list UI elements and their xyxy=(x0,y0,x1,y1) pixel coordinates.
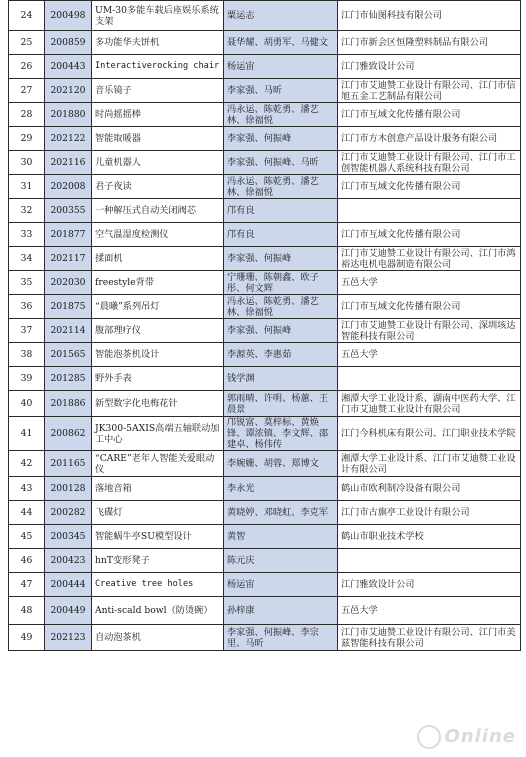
row-number-cell: 24 xyxy=(9,1,45,31)
author-cell: 李家强、何振峰、李宗里、马昕 xyxy=(224,625,338,651)
table-row xyxy=(9,391,521,417)
table-row xyxy=(9,367,521,391)
author-cell: 粟运志 xyxy=(224,1,338,31)
table-row xyxy=(9,417,521,451)
work-title-cell: UM-30多能车载后座娱乐系统支架 xyxy=(92,1,224,31)
author-cell: 冯永运、陈乾勇、潘艺林、徐福悦 xyxy=(224,295,338,319)
work-title-cell: 多功能华夫饼机 xyxy=(92,31,224,55)
entry-id-cell: 201565 xyxy=(45,343,92,367)
entry-id-cell: 202030 xyxy=(45,271,92,295)
author-cell: 李家强、何振峰 xyxy=(224,127,338,151)
table-row xyxy=(9,525,521,549)
row-number-cell: 30 xyxy=(9,151,45,175)
organization-cell: 五邑大学 xyxy=(338,271,521,295)
author-cell: 李家强、何振峰 xyxy=(224,319,338,343)
row-number-cell: 35 xyxy=(9,271,45,295)
work-title-cell: 新型数字化电梅花针 xyxy=(92,391,224,417)
author-cell: 聂华耀、胡勇军、马健文 xyxy=(224,31,338,55)
author-cell: 钱学渊 xyxy=(224,367,338,391)
table-row xyxy=(9,247,521,271)
organization-cell: 江门市艾迪赞工业设计有限公司、江门市工创智能机器人系统科技有限公司 xyxy=(338,151,521,175)
author-cell: 杨运宙 xyxy=(224,55,338,79)
author-cell: 李婉姗、胡蓉、郑博文 xyxy=(224,451,338,477)
row-number-cell: 45 xyxy=(9,525,45,549)
table-row xyxy=(9,451,521,477)
organization-cell: 江门市互域文化传播有限公司 xyxy=(338,175,521,199)
organization-cell: 江门雅致设计公司 xyxy=(338,55,521,79)
author-cell: 冯永运、陈乾勇、潘艺林、徐福悦 xyxy=(224,103,338,127)
row-number-cell: 38 xyxy=(9,343,45,367)
entry-id-cell: 201877 xyxy=(45,223,92,247)
table-row xyxy=(9,597,521,625)
work-title-cell: Anti-scald bowl（防烫碗） xyxy=(92,597,224,625)
row-number-cell: 46 xyxy=(9,549,45,573)
organization-cell: 五邑大学 xyxy=(338,343,521,367)
organization-cell: 江门雅致设计公司 xyxy=(338,573,521,597)
row-number-cell: 49 xyxy=(9,625,45,651)
entry-id-cell: 200444 xyxy=(45,573,92,597)
row-number-cell: 31 xyxy=(9,175,45,199)
work-title-cell: 空气温湿度检测仪 xyxy=(92,223,224,247)
organization-cell: 江门市互域文化传播有限公司 xyxy=(338,295,521,319)
entry-id-cell: 200859 xyxy=(45,31,92,55)
work-title-cell: 智能蜗牛亭SU模型设计 xyxy=(92,525,224,549)
table-row xyxy=(9,1,521,31)
table-row xyxy=(9,31,521,55)
author-cell: 邝锐富、莫梓标、黄焕锋、谭浓镇、李文辉、邵建卓、杨伟传 xyxy=(224,417,338,451)
organization-cell: 江门市古旗亭工业设计有限公司 xyxy=(338,501,521,525)
organization-cell: 江门市互域文化传播有限公司 xyxy=(338,103,521,127)
work-title-cell: hnT变形凳子 xyxy=(92,549,224,573)
row-number-cell: 32 xyxy=(9,199,45,223)
entry-id-cell: 200345 xyxy=(45,525,92,549)
organization-cell: 江门市艾迪赞工业设计有限公司、江门市鸿裕达电机电器制造有限公司 xyxy=(338,247,521,271)
organization-cell: 江门市新会区恒隆塑料制品有限公司 xyxy=(338,31,521,55)
table-row xyxy=(9,295,521,319)
table-row xyxy=(9,79,521,103)
entry-id-cell: 202117 xyxy=(45,247,92,271)
table-row xyxy=(9,199,521,223)
author-cell: 邝有良 xyxy=(224,199,338,223)
table-row xyxy=(9,319,521,343)
row-number-cell: 26 xyxy=(9,55,45,79)
watermark xyxy=(417,725,516,749)
row-number-cell: 47 xyxy=(9,573,45,597)
entry-id-cell: 202123 xyxy=(45,625,92,651)
entry-id-cell: 201886 xyxy=(45,391,92,417)
entry-id-cell: 200128 xyxy=(45,477,92,501)
award-list-table xyxy=(8,0,521,651)
organization-cell xyxy=(338,549,521,573)
author-cell: 邝有良 xyxy=(224,223,338,247)
work-title-cell: 智能泡茶机设计 xyxy=(92,343,224,367)
table-row xyxy=(9,223,521,247)
row-number-cell: 37 xyxy=(9,319,45,343)
watermark-text: Online xyxy=(444,726,516,747)
entry-id-cell: 202008 xyxy=(45,175,92,199)
watermark-logo-icon xyxy=(417,725,441,749)
organization-cell xyxy=(338,367,521,391)
organization-cell: 江门市仙图科技有限公司 xyxy=(338,1,521,31)
organization-cell: 江门市方木创意产品设计服务有限公司 xyxy=(338,127,521,151)
entry-id-cell: 201285 xyxy=(45,367,92,391)
entry-id-cell: 202122 xyxy=(45,127,92,151)
row-number-cell: 40 xyxy=(9,391,45,417)
entry-id-cell: 201875 xyxy=(45,295,92,319)
work-title-cell: 音乐镜子 xyxy=(92,79,224,103)
work-title-cell: 时尚摇摇棒 xyxy=(92,103,224,127)
entry-id-cell: 202114 xyxy=(45,319,92,343)
row-number-cell: 29 xyxy=(9,127,45,151)
entry-id-cell: 200498 xyxy=(45,1,92,31)
entry-id-cell: 201165 xyxy=(45,451,92,477)
row-number-cell: 33 xyxy=(9,223,45,247)
table-row xyxy=(9,477,521,501)
work-title-cell: 一种解压式自动关闭阀芯 xyxy=(92,199,224,223)
table-row xyxy=(9,175,521,199)
entry-id-cell: 201880 xyxy=(45,103,92,127)
row-number-cell: 39 xyxy=(9,367,45,391)
work-title-cell: Interactiverocking chair xyxy=(92,55,224,79)
organization-cell: 五邑大学 xyxy=(338,597,521,625)
author-cell: 黄智 xyxy=(224,525,338,549)
table-row xyxy=(9,343,521,367)
work-title-cell: 儿童机器人 xyxy=(92,151,224,175)
row-number-cell: 36 xyxy=(9,295,45,319)
author-cell: 冯永运、陈乾勇、潘艺林、徐福悦 xyxy=(224,175,338,199)
organization-cell: 江门市艾迪赞工业设计有限公司、江门市信旭五金工艺制品有限公司 xyxy=(338,79,521,103)
entry-id-cell: 200355 xyxy=(45,199,92,223)
work-title-cell: 野外手表 xyxy=(92,367,224,391)
table-row xyxy=(9,127,521,151)
table-body xyxy=(9,1,521,651)
author-cell: 李家强、何振峰 xyxy=(224,247,338,271)
table-row xyxy=(9,549,521,573)
table-row xyxy=(9,271,521,295)
work-title-cell: “晨曦”系列吊灯 xyxy=(92,295,224,319)
organization-cell: 江门市互域文化传播有限公司 xyxy=(338,223,521,247)
work-title-cell: 揉面机 xyxy=(92,247,224,271)
organization-cell: 湘潭大学工业设计系、湖南中医药大学、江门市艾迪赞工业设计有限公司 xyxy=(338,391,521,417)
row-number-cell: 41 xyxy=(9,417,45,451)
table-row xyxy=(9,501,521,525)
work-title-cell: 飞碟灯 xyxy=(92,501,224,525)
work-title-cell: 腹部理疗仪 xyxy=(92,319,224,343)
table-row xyxy=(9,103,521,127)
organization-cell: 鹤山市职业技术学校 xyxy=(338,525,521,549)
author-cell: 郭雨晴、许明、杨蕙、王晨景 xyxy=(224,391,338,417)
organization-cell: 江门市艾迪赞工业设计有限公司、江门市美兹智能科技有限公司 xyxy=(338,625,521,651)
entry-id-cell: 200282 xyxy=(45,501,92,525)
row-number-cell: 27 xyxy=(9,79,45,103)
entry-id-cell: 200862 xyxy=(45,417,92,451)
row-number-cell: 48 xyxy=(9,597,45,625)
author-cell: 李家强、马昕 xyxy=(224,79,338,103)
organization-cell xyxy=(338,199,521,223)
author-cell: 黄晓婷、邓晓虹、李克军 xyxy=(224,501,338,525)
row-number-cell: 28 xyxy=(9,103,45,127)
award-list-table-container xyxy=(8,0,520,651)
table-row xyxy=(9,55,521,79)
author-cell: 李源英、李惠茹 xyxy=(224,343,338,367)
row-number-cell: 44 xyxy=(9,501,45,525)
author-cell: 李家强、何振峰、马昕 xyxy=(224,151,338,175)
author-cell: 李永光 xyxy=(224,477,338,501)
entry-id-cell: 202116 xyxy=(45,151,92,175)
author-cell: 陈元庆 xyxy=(224,549,338,573)
author-cell: 孙梓康 xyxy=(224,597,338,625)
entry-id-cell: 200449 xyxy=(45,597,92,625)
row-number-cell: 34 xyxy=(9,247,45,271)
entry-id-cell: 200423 xyxy=(45,549,92,573)
work-title-cell: Creative tree holes xyxy=(92,573,224,597)
organization-cell: 江门今科机床有限公司、江门职业技术学院 xyxy=(338,417,521,451)
work-title-cell: 落地音箱 xyxy=(92,477,224,501)
work-title-cell: freestyle背带 xyxy=(92,271,224,295)
row-number-cell: 42 xyxy=(9,451,45,477)
row-number-cell: 25 xyxy=(9,31,45,55)
organization-cell: 湘潭大学工业设计系、江门市艾迪赞工业设计有限公司 xyxy=(338,451,521,477)
entry-id-cell: 200443 xyxy=(45,55,92,79)
table-row xyxy=(9,573,521,597)
table-row xyxy=(9,625,521,651)
table-row xyxy=(9,151,521,175)
author-cell: 杨运宙 xyxy=(224,573,338,597)
work-title-cell: 自动泡茶机 xyxy=(92,625,224,651)
work-title-cell: JK300-5AXIS高端五轴联动加工中心 xyxy=(92,417,224,451)
entry-id-cell: 202120 xyxy=(45,79,92,103)
row-number-cell: 43 xyxy=(9,477,45,501)
work-title-cell: 智能取暖器 xyxy=(92,127,224,151)
organization-cell: 鹤山市欧利制冷设备有限公司 xyxy=(338,477,521,501)
work-title-cell: “CARE”老年人智能关爱眼动仪 xyxy=(92,451,224,477)
author-cell: 宁珊珊、陈朝鑫、欧子彤、何文辉 xyxy=(224,271,338,295)
organization-cell: 江门市艾迪赞工业设计有限公司、深圳垓达智能科技有限公司 xyxy=(338,319,521,343)
work-title-cell: 君子夜读 xyxy=(92,175,224,199)
